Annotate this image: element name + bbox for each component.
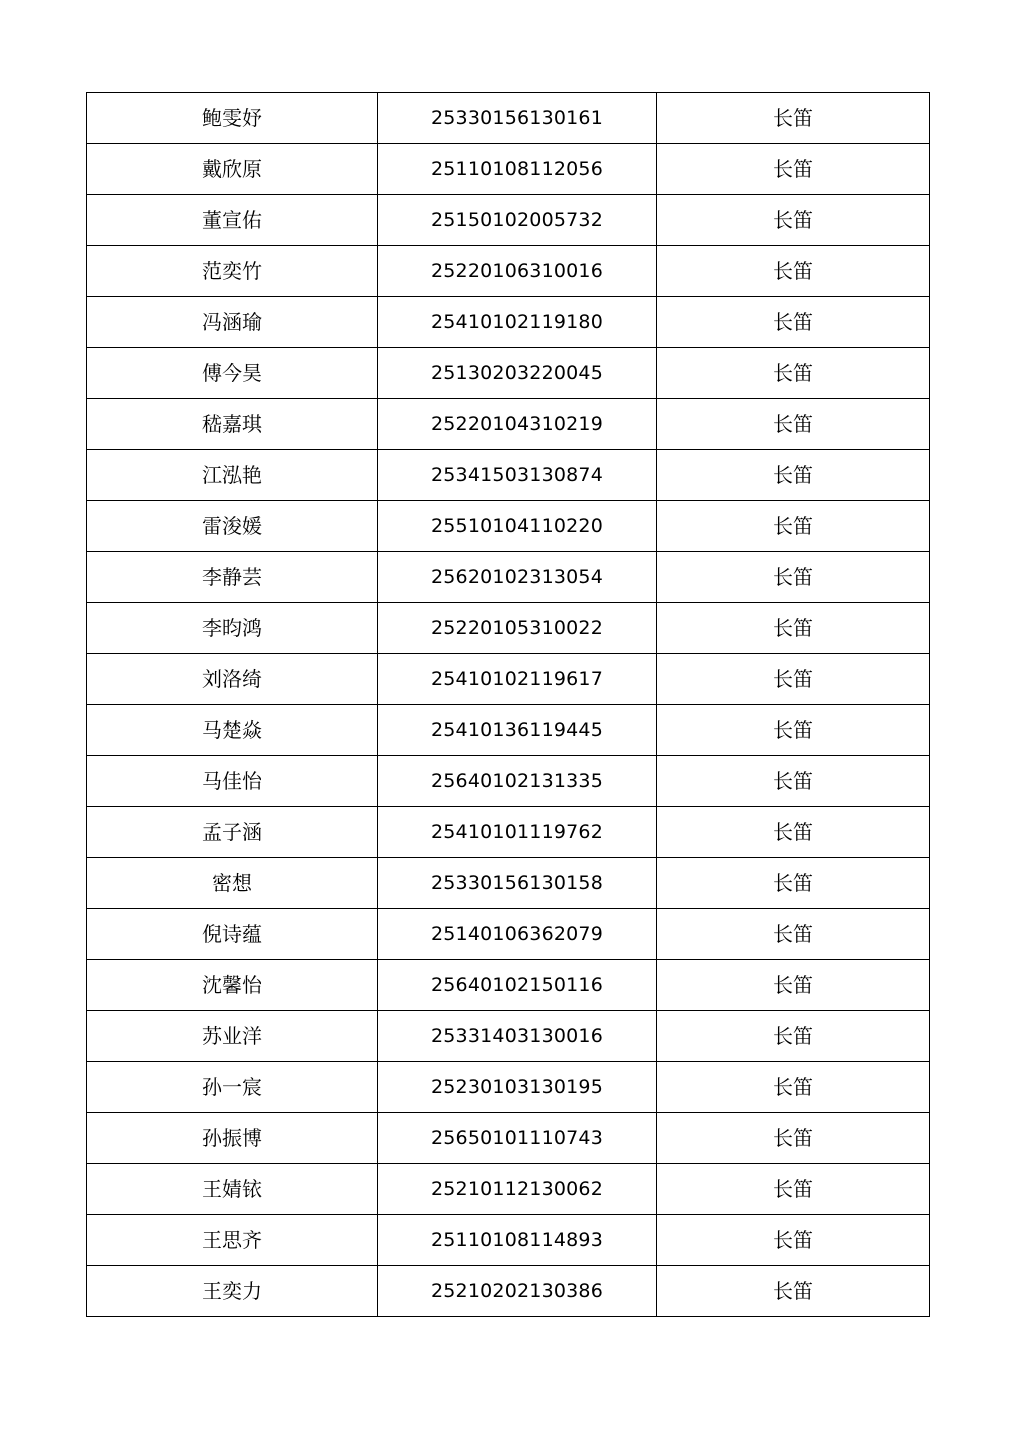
table-row <box>87 1164 930 1215</box>
name-cell: 刘洛绮 <box>87 654 378 705</box>
id-cell: 25150102005732 <box>378 195 657 246</box>
instrument-cell: 长笛 <box>657 93 930 144</box>
name-cell: 江泓艳 <box>87 450 378 501</box>
name-cell: 王奕力 <box>87 1266 378 1317</box>
name-cell: 沈馨怡 <box>87 960 378 1011</box>
id-cell: 25620102313054 <box>378 552 657 603</box>
candidate-table <box>86 92 930 1317</box>
table-row <box>87 1266 930 1317</box>
table-row <box>87 705 930 756</box>
name-cell: 戴欣原 <box>87 144 378 195</box>
id-cell: 25210112130062 <box>378 1164 657 1215</box>
name-cell: 密想 <box>87 858 378 909</box>
id-cell: 25230103130195 <box>378 1062 657 1113</box>
name-cell: 李昀鸿 <box>87 603 378 654</box>
name-cell: 雷浚媛 <box>87 501 378 552</box>
id-cell: 25410101119762 <box>378 807 657 858</box>
id-cell: 25410136119445 <box>378 705 657 756</box>
name-cell: 倪诗蕴 <box>87 909 378 960</box>
name-cell: 王思齐 <box>87 1215 378 1266</box>
instrument-cell: 长笛 <box>657 858 930 909</box>
instrument-cell: 长笛 <box>657 1011 930 1062</box>
instrument-cell: 长笛 <box>657 756 930 807</box>
id-cell: 25331403130016 <box>378 1011 657 1062</box>
instrument-cell: 长笛 <box>657 399 930 450</box>
id-cell: 25330156130158 <box>378 858 657 909</box>
id-cell: 25640102150116 <box>378 960 657 1011</box>
instrument-cell: 长笛 <box>657 1113 930 1164</box>
name-cell: 李静芸 <box>87 552 378 603</box>
name-cell: 董宣佑 <box>87 195 378 246</box>
table-row <box>87 1062 930 1113</box>
table-row <box>87 858 930 909</box>
instrument-cell: 长笛 <box>657 1164 930 1215</box>
name-cell: 王婧铱 <box>87 1164 378 1215</box>
name-cell: 孙振博 <box>87 1113 378 1164</box>
name-cell: 孟子涵 <box>87 807 378 858</box>
table-row <box>87 450 930 501</box>
table-row <box>87 1011 930 1062</box>
table-row <box>87 603 930 654</box>
id-cell: 25330156130161 <box>378 93 657 144</box>
id-cell: 25640102131335 <box>378 756 657 807</box>
name-cell: 鲍雯妤 <box>87 93 378 144</box>
name-cell: 范奕竹 <box>87 246 378 297</box>
table-row <box>87 144 930 195</box>
instrument-cell: 长笛 <box>657 603 930 654</box>
id-cell: 25220105310022 <box>378 603 657 654</box>
id-cell: 25410102119617 <box>378 654 657 705</box>
name-cell: 马佳怡 <box>87 756 378 807</box>
name-cell: 嵇嘉琪 <box>87 399 378 450</box>
id-cell: 25220106310016 <box>378 246 657 297</box>
instrument-cell: 长笛 <box>657 297 930 348</box>
id-cell: 25341503130874 <box>378 450 657 501</box>
name-cell: 傅今昊 <box>87 348 378 399</box>
id-cell: 25140106362079 <box>378 909 657 960</box>
candidate-table-container <box>86 92 929 1317</box>
table-row <box>87 246 930 297</box>
instrument-cell: 长笛 <box>657 246 930 297</box>
name-cell: 冯涵瑜 <box>87 297 378 348</box>
table-row <box>87 1113 930 1164</box>
id-cell: 25510104110220 <box>378 501 657 552</box>
table-row <box>87 1215 930 1266</box>
instrument-cell: 长笛 <box>657 348 930 399</box>
table-row <box>87 960 930 1011</box>
table-row <box>87 348 930 399</box>
instrument-cell: 长笛 <box>657 654 930 705</box>
name-cell: 马楚焱 <box>87 705 378 756</box>
candidate-table-body <box>87 93 930 1317</box>
id-cell: 25110108114893 <box>378 1215 657 1266</box>
table-row <box>87 807 930 858</box>
table-row <box>87 297 930 348</box>
id-cell: 25210202130386 <box>378 1266 657 1317</box>
instrument-cell: 长笛 <box>657 552 930 603</box>
table-row <box>87 399 930 450</box>
id-cell: 25650101110743 <box>378 1113 657 1164</box>
instrument-cell: 长笛 <box>657 195 930 246</box>
table-row <box>87 93 930 144</box>
instrument-cell: 长笛 <box>657 1062 930 1113</box>
instrument-cell: 长笛 <box>657 909 930 960</box>
table-row <box>87 756 930 807</box>
instrument-cell: 长笛 <box>657 501 930 552</box>
instrument-cell: 长笛 <box>657 705 930 756</box>
table-row <box>87 909 930 960</box>
instrument-cell: 长笛 <box>657 807 930 858</box>
name-cell: 苏业洋 <box>87 1011 378 1062</box>
id-cell: 25220104310219 <box>378 399 657 450</box>
table-row <box>87 501 930 552</box>
instrument-cell: 长笛 <box>657 144 930 195</box>
instrument-cell: 长笛 <box>657 450 930 501</box>
id-cell: 25410102119180 <box>378 297 657 348</box>
name-cell: 孙一宸 <box>87 1062 378 1113</box>
table-row <box>87 195 930 246</box>
table-row <box>87 654 930 705</box>
instrument-cell: 长笛 <box>657 1266 930 1317</box>
table-row <box>87 552 930 603</box>
instrument-cell: 长笛 <box>657 960 930 1011</box>
id-cell: 25110108112056 <box>378 144 657 195</box>
instrument-cell: 长笛 <box>657 1215 930 1266</box>
id-cell: 25130203220045 <box>378 348 657 399</box>
